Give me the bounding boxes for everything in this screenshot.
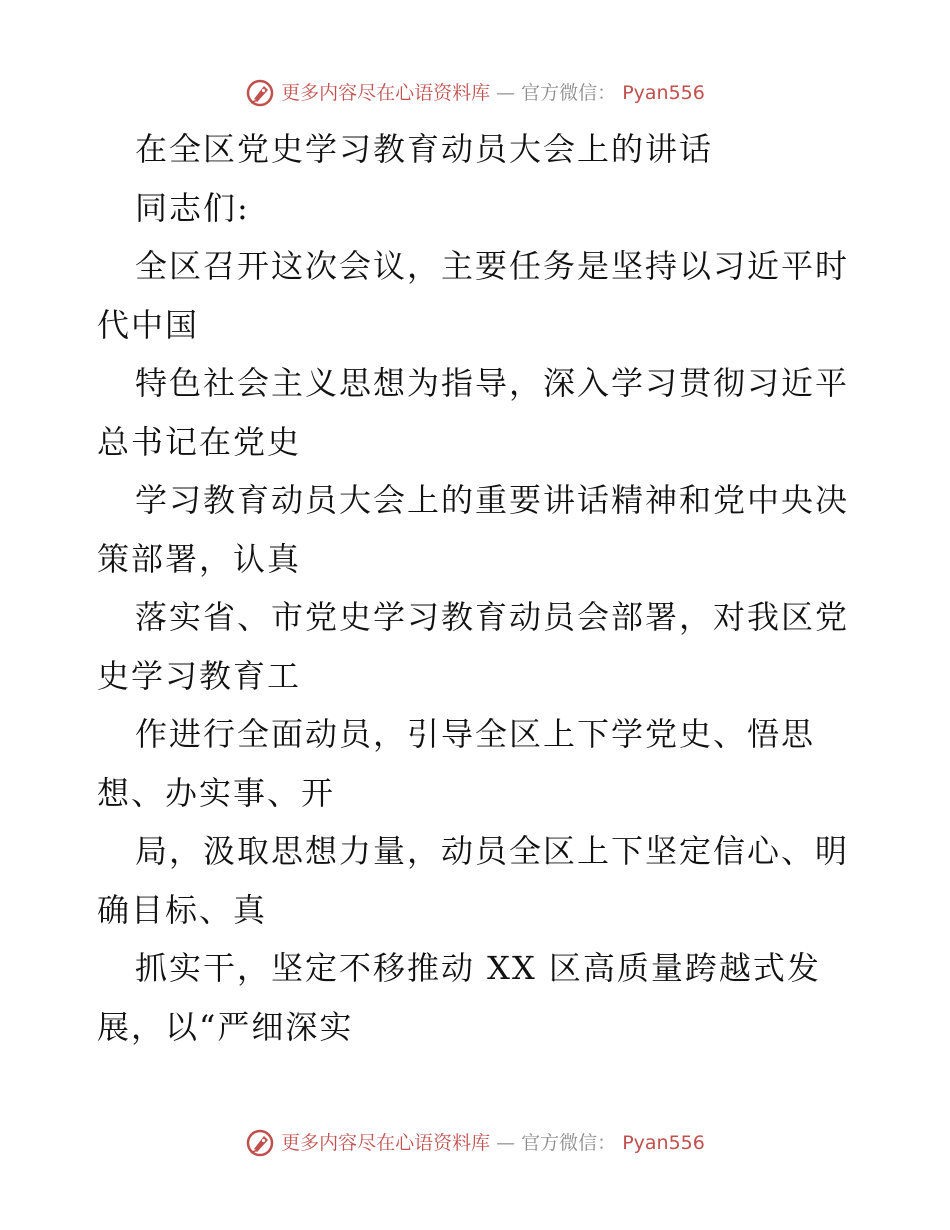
text-line: 策部署，认真: [97, 539, 302, 578]
watermark-contact-id: Pyan556: [622, 1132, 705, 1154]
watermark-separator: —: [496, 82, 516, 104]
watermark-contact-label: 官方微信：: [521, 82, 617, 104]
document-title: 在全区党史学习教育动员大会上的讲话: [135, 130, 714, 168]
text-line: 总书记在党史: [97, 422, 302, 461]
text-line: 展，以“严细深实: [97, 1007, 354, 1046]
text-line: 特色社会主义思想为指导，深入学习贯彻习近平: [135, 364, 850, 402]
text-line: 局，汲取思想力量，动员全区上下坚定信心、明: [135, 832, 850, 870]
watermark-contact-id: Pyan556: [622, 82, 705, 104]
header-watermark: [0, 78, 950, 108]
watermark-site-text: 更多内容尽在心语资料库: [281, 1132, 491, 1154]
text-line: 作进行全面动员，引导全区上下学党史、悟思: [135, 715, 816, 753]
document-body: [97, 120, 857, 1056]
text-line: 落实省、市党史学习教育动员会部署，对我区党: [135, 598, 850, 636]
body-paragraph: [97, 237, 857, 1056]
watermark-separator: —: [496, 1132, 516, 1154]
text-line: 全区召开这次会议，主要任务是坚持以习近平时: [135, 247, 850, 285]
text-line: 史学习教育工: [97, 656, 302, 695]
pen-nib-logo-icon: [245, 1128, 275, 1158]
footer-watermark: [0, 1128, 950, 1158]
text-line: 确目标、真: [97, 890, 268, 929]
pen-nib-logo-icon: [245, 78, 275, 108]
watermark-site-text: 更多内容尽在心语资料库: [281, 82, 491, 104]
text-line: 学习教育动员大会上的重要讲话精神和党中央决: [135, 481, 850, 519]
text-line: 抓实干，坚定不移推动 XX 区高质量跨越式发: [135, 949, 821, 987]
text-line: 想、办实事、开: [97, 773, 336, 812]
salutation: 同志们:: [135, 188, 250, 227]
watermark-contact-label: 官方微信：: [521, 1132, 617, 1154]
text-line: 代中国: [97, 305, 200, 344]
